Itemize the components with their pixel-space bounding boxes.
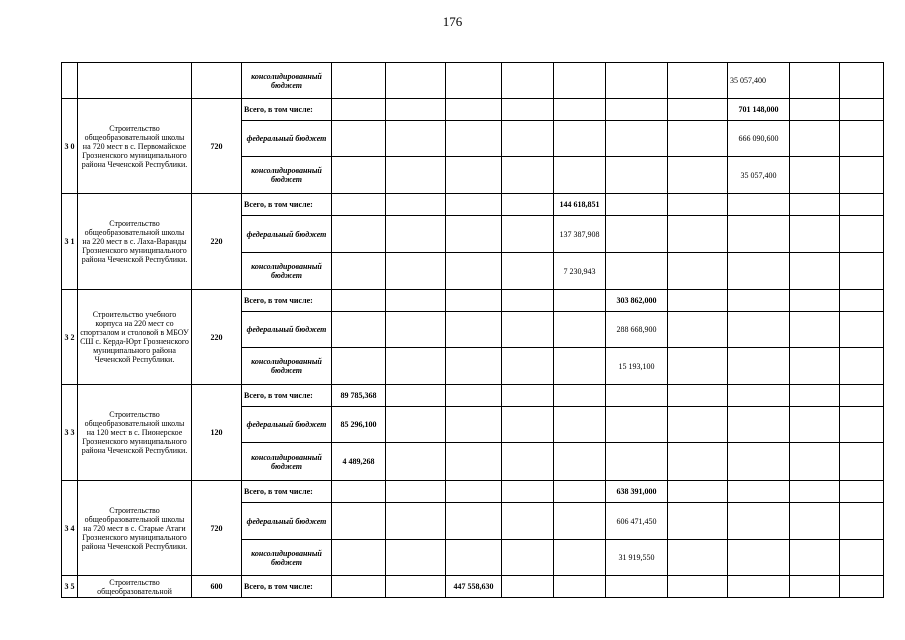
table-row [62,194,884,216]
value-cell: 288 668,900 [606,312,668,348]
empty-cell [446,348,502,385]
empty-cell [840,576,884,598]
empty-cell [668,481,728,503]
empty-cell [668,253,728,290]
value-cell: 447 558,630 [446,576,502,598]
budget-table [61,62,884,598]
empty-cell [502,540,554,576]
empty-cell [192,63,242,99]
empty-cell [606,253,668,290]
source-cell: консолидированный бюджет [242,63,332,99]
empty-cell [446,312,502,348]
source-cell: федеральный бюджет [242,121,332,157]
value-cell: 137 387,908 [554,216,606,253]
empty-cell [790,348,840,385]
empty-cell [332,194,386,216]
empty-cell [554,157,606,194]
empty-cell [332,312,386,348]
empty-cell [446,443,502,481]
source-cell: федеральный бюджет [242,503,332,540]
empty-cell [840,216,884,253]
source-cell: Всего, в том числе: [242,99,332,121]
empty-cell [790,312,840,348]
empty-cell [840,407,884,443]
project-capacity: 220 [192,290,242,385]
project-capacity: 600 [192,576,242,598]
value-cell: 144 618,851 [554,194,606,216]
empty-cell [728,443,790,481]
empty-cell [502,385,554,407]
project-name: Строительство общеобразовательной [78,576,192,598]
empty-cell [728,385,790,407]
empty-cell [62,63,78,99]
empty-cell [332,290,386,312]
empty-cell [668,540,728,576]
empty-cell [332,540,386,576]
empty-cell [668,576,728,598]
empty-cell [332,99,386,121]
value-cell: 35 057,400 [728,157,790,194]
empty-cell [790,121,840,157]
empty-cell [840,443,884,481]
value-cell: 638 391,000 [606,481,668,503]
empty-cell [554,540,606,576]
empty-cell [554,407,606,443]
project-name: Строительство общеобразовательной школы на 120 мест в с. Пионерское Грозненского муниципального района Чеченской Республики. [78,385,192,481]
source-cell: федеральный бюджет [242,407,332,443]
empty-cell [554,99,606,121]
project-name: Строительство учебного корпуса на 220 мест со спортзалом и столовой в МБОУ СШ с. Керда-Юрт Грозненского муниципального района Чеченской Республики. [78,290,192,385]
empty-cell [790,481,840,503]
empty-cell [840,503,884,540]
row-number: 3 3 [62,385,78,481]
empty-cell [668,407,728,443]
empty-cell [790,290,840,312]
row-number: 3 5 [62,576,78,598]
empty-cell [728,540,790,576]
empty-cell [446,194,502,216]
empty-cell [728,290,790,312]
empty-cell [502,216,554,253]
empty-cell [386,99,446,121]
empty-cell [790,540,840,576]
source-cell: консолидированный бюджет [242,540,332,576]
empty-cell [502,290,554,312]
empty-cell [790,443,840,481]
project-name: Строительство общеобразовательной школы на 720 мест в с. Старые Атаги Грозненского муниципального района Чеченской Республики. [78,481,192,576]
empty-cell [502,63,554,99]
empty-cell [840,99,884,121]
empty-cell [840,481,884,503]
empty-cell [446,407,502,443]
empty-cell [790,385,840,407]
empty-cell [840,540,884,576]
row-number: 3 1 [62,194,78,290]
empty-cell [386,576,446,598]
empty-cell [446,290,502,312]
empty-cell [386,194,446,216]
empty-cell [554,443,606,481]
empty-cell [790,194,840,216]
project-capacity: 220 [192,194,242,290]
table-row [62,481,884,503]
project-capacity: 120 [192,385,242,481]
empty-cell [386,216,446,253]
empty-cell [502,253,554,290]
empty-cell [668,503,728,540]
empty-cell [554,503,606,540]
empty-cell [668,385,728,407]
value-cell: 666 090,600 [728,121,790,157]
empty-cell [790,407,840,443]
row-number: 3 4 [62,481,78,576]
table-row [62,290,884,312]
empty-cell [728,481,790,503]
empty-cell [502,481,554,503]
project-capacity: 720 [192,481,242,576]
value-cell: 35 057,400 [728,63,790,99]
empty-cell [668,194,728,216]
value-cell: 89 785,368 [332,385,386,407]
value-cell: 7 230,943 [554,253,606,290]
empty-cell [606,63,668,99]
empty-cell [840,290,884,312]
empty-cell [668,348,728,385]
empty-cell [502,157,554,194]
empty-cell [668,121,728,157]
empty-cell [728,216,790,253]
empty-cell [840,121,884,157]
table-row [62,576,884,598]
empty-cell [606,216,668,253]
value-cell: 15 193,100 [606,348,668,385]
empty-cell [790,157,840,194]
value-cell: 701 148,000 [728,99,790,121]
empty-cell [502,348,554,385]
empty-cell [840,253,884,290]
project-capacity: 720 [192,99,242,194]
empty-cell [840,385,884,407]
empty-cell [332,481,386,503]
empty-cell [668,157,728,194]
empty-cell [78,63,192,99]
empty-cell [502,121,554,157]
empty-cell [446,63,502,99]
empty-cell [606,443,668,481]
empty-cell [446,157,502,194]
empty-cell [502,407,554,443]
source-cell: Всего, в том числе: [242,385,332,407]
empty-cell [554,385,606,407]
empty-cell [606,121,668,157]
empty-cell [386,121,446,157]
empty-cell [728,407,790,443]
empty-cell [332,253,386,290]
empty-cell [840,194,884,216]
empty-cell [728,253,790,290]
empty-cell [554,290,606,312]
empty-cell [386,443,446,481]
empty-cell [668,216,728,253]
empty-cell [668,290,728,312]
value-cell: 606 471,450 [606,503,668,540]
page-number: 176 [442,14,463,29]
value-cell: 4 489,268 [332,443,386,481]
empty-cell [446,253,502,290]
row-number: 3 2 [62,290,78,385]
empty-cell [332,121,386,157]
empty-cell [386,253,446,290]
source-cell: консолидированный бюджет [242,157,332,194]
empty-cell [446,503,502,540]
value-cell: 85 296,100 [332,407,386,443]
empty-cell [606,99,668,121]
source-cell: Всего, в том числе: [242,290,332,312]
empty-cell [728,348,790,385]
empty-cell [790,576,840,598]
empty-cell [332,63,386,99]
empty-cell [386,481,446,503]
source-cell: консолидированный бюджет [242,443,332,481]
source-cell: консолидированный бюджет [242,253,332,290]
empty-cell [502,576,554,598]
source-cell: Всего, в том числе: [242,481,332,503]
empty-cell [386,312,446,348]
empty-cell [728,503,790,540]
empty-cell [606,194,668,216]
table-row [62,63,884,99]
empty-cell [790,63,840,99]
empty-cell [668,443,728,481]
empty-cell [840,157,884,194]
value-cell: 31 919,550 [606,540,668,576]
empty-cell [332,216,386,253]
empty-cell [386,503,446,540]
empty-cell [502,99,554,121]
table-row [62,385,884,407]
empty-cell [554,312,606,348]
empty-cell [606,407,668,443]
empty-cell [840,348,884,385]
empty-cell [606,576,668,598]
source-cell: Всего, в том числе: [242,576,332,598]
empty-cell [332,576,386,598]
source-cell: федеральный бюджет [242,312,332,348]
empty-cell [386,157,446,194]
empty-cell [446,216,502,253]
empty-cell [668,312,728,348]
empty-cell [502,443,554,481]
empty-cell [502,503,554,540]
row-number: 3 0 [62,99,78,194]
empty-cell [446,481,502,503]
source-cell: консолидированный бюджет [242,348,332,385]
empty-cell [790,216,840,253]
empty-cell [728,312,790,348]
empty-cell [386,348,446,385]
empty-cell [332,157,386,194]
empty-cell [446,99,502,121]
project-name: Строительство общеобразовательной школы на 720 мест в с. Первомайское Грозненского муниципального района Чеченской Республики. [78,99,192,194]
empty-cell [668,99,728,121]
table-row [62,99,884,121]
empty-cell [446,540,502,576]
empty-cell [668,63,728,99]
empty-cell [446,385,502,407]
empty-cell [386,290,446,312]
empty-cell [502,312,554,348]
empty-cell [554,63,606,99]
project-name: Строительство общеобразовательной школы на 220 мест в с. Лаха-Варанды Грозненского муниципального района Чеченской Республики. [78,194,192,290]
empty-cell [386,540,446,576]
empty-cell [502,194,554,216]
value-cell: 303 862,000 [606,290,668,312]
empty-cell [606,385,668,407]
source-cell: Всего, в том числе: [242,194,332,216]
empty-cell [386,385,446,407]
empty-cell [332,503,386,540]
empty-cell [606,157,668,194]
empty-cell [790,503,840,540]
empty-cell [446,121,502,157]
empty-cell [840,312,884,348]
empty-cell [554,348,606,385]
empty-cell [790,99,840,121]
empty-cell [790,253,840,290]
empty-cell [386,407,446,443]
empty-cell [554,576,606,598]
empty-cell [728,576,790,598]
source-cell: федеральный бюджет [242,216,332,253]
empty-cell [386,63,446,99]
empty-cell [332,348,386,385]
empty-cell [554,481,606,503]
empty-cell [554,121,606,157]
empty-cell [840,63,884,99]
empty-cell [728,194,790,216]
